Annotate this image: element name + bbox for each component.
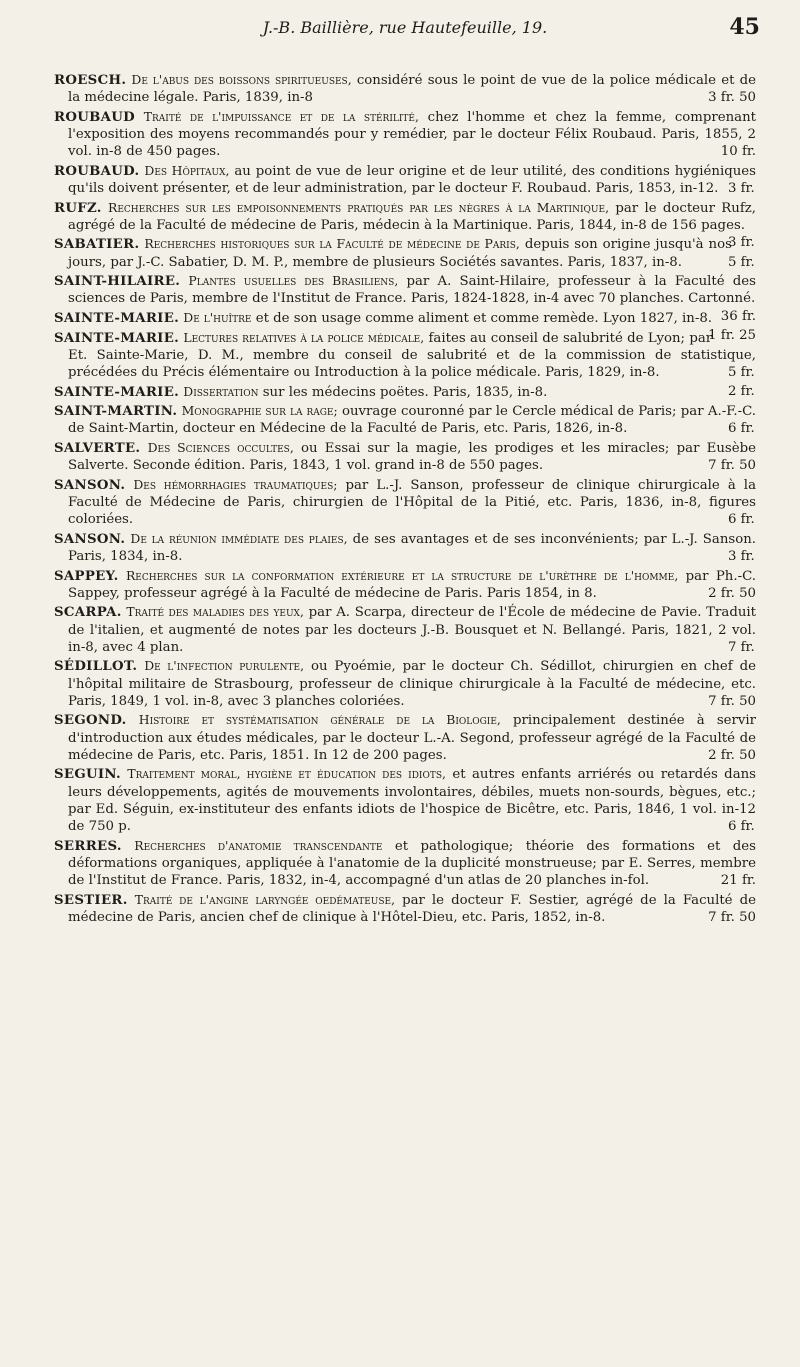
entry-author: SERRES. xyxy=(54,838,122,854)
entry-details: principalement destinée à servir d'introduction aux études médicales, par le docteur L.-A. Segond, professeur agrégé de la Faculté de médecine de Paris, etc. Paris, 1851. In 12 de 200 pages. xyxy=(68,713,757,763)
catalog-entries xyxy=(54,71,756,926)
entry-title: De l'abus des boissons spiritueuses, xyxy=(131,72,352,87)
catalog-entry xyxy=(54,891,756,926)
entry-title: Recherches sur la conformation extérieure et la structure de l'urèthre de l'homme, xyxy=(125,567,679,583)
entry-price: 3 fr. xyxy=(727,548,755,564)
entry-details: faites au conseil de salubrité de Lyon; par Et. Sainte-Marie, D. M., membre du conseil de salubrité et de la commission de statistique, précédées du Précis élémentaire ou Introduction à la police médicale. Paris, 1829, in-8. xyxy=(68,330,756,380)
entry-author: SAINTE-MARIE. xyxy=(54,310,180,326)
entry-details: ou Pyoémie, par le docteur Ch. Sédillot, chirurgien en chef de l'hôpital militaire de Strasbourg, professeur de clinique chirurgicale à la Faculté de médecine, etc. Paris, 1849, 1 vol. in-8, avec 3 planches coloriées. xyxy=(68,659,756,709)
running-header xyxy=(54,14,760,40)
entry-details: par le docteur F. Sestier, agrégé de la Faculté de médecine de Paris, ancien chef de clinique à l'Hôtel-Dieu, etc. Paris, 1852, in-8. xyxy=(68,892,756,925)
entry-author: ROUBAUD xyxy=(54,109,136,125)
entry-title: Des Sciences occultes, xyxy=(147,439,294,455)
entry-author: SAINT-HILAIRE. xyxy=(54,274,181,290)
catalog-entry xyxy=(54,235,756,270)
entry-details: par le docteur Rufz, agrégé de la Faculté de médecine de Paris, médecin à la Martinique. Paris, 1844, in-8 de 156 pages. xyxy=(68,200,756,233)
entry-author: SÉDILLOT. xyxy=(54,659,138,675)
page-number: 45 xyxy=(729,14,760,40)
entry-price: 36 fr. xyxy=(720,308,756,324)
entry-price: 6 fr. xyxy=(727,818,755,834)
entry-title: Recherches sur les empoisonnements pratiqués par les nègres à la Martinique, xyxy=(108,199,610,215)
entry-author: SALVERTE. xyxy=(54,440,141,456)
entry-price: 7 fr. 50 xyxy=(708,909,756,925)
entry-title: De l'huître xyxy=(183,309,252,325)
entry-title: Recherches d'anatomie transcendante xyxy=(134,837,383,853)
entry-title: Des hémorrhagies traumatiques; xyxy=(133,476,338,492)
catalog-entry xyxy=(54,108,756,161)
entry-price: 21 fr. xyxy=(720,872,756,888)
entry-details: par A. Saint-Hilaire, professeur à la Faculté des sciences de Paris, membre de l'Institut de France. Paris, 1824-1828, in-4 avec 70 planches. Cartonné. xyxy=(68,274,757,307)
entry-title: Traité de l'angine laryngée oedémateuse, xyxy=(134,891,396,907)
catalog-entry xyxy=(54,657,756,710)
entry-author: ROESCH. xyxy=(54,73,127,88)
entry-title: Histoire et systématisation générale de la Biologie, xyxy=(138,712,501,728)
entry-details: chez l'homme et chez la femme, comprenant l'exposition des moyens recommandés pour y remédier, par le docteur Félix Roubaud. Paris, 1855, 2 vol. in-8 de 450 pages. xyxy=(68,109,757,160)
entry-author: SEGUIN. xyxy=(54,767,121,783)
entry-price: 5 fr. xyxy=(727,364,755,380)
entry-details: considéré sous le point de vue de la police médicale et de la médecine légale. Paris, 1839, in-8 xyxy=(68,73,756,106)
entry-title: Dissertation xyxy=(183,383,259,399)
entry-title: Traité de l'impuissance et de la stérilité, xyxy=(143,108,419,124)
entry-price: 3 fr. xyxy=(727,181,755,196)
entry-price: 6 fr. xyxy=(727,421,755,437)
entry-price: 5 fr. xyxy=(727,254,755,270)
entry-author: SAINTE-MARIE. xyxy=(54,330,180,346)
entry-price: 7 fr. xyxy=(727,639,755,655)
entry-price: 2 fr. 50 xyxy=(708,747,756,763)
entry-title: Plantes usuelles des Brasiliens, xyxy=(188,273,399,289)
catalog-entry xyxy=(54,383,756,401)
catalog-entry xyxy=(54,603,756,656)
entry-author: SESTIER. xyxy=(54,892,128,908)
entry-details: au point de vue de leur origine et de leur utilité, des conditions hygiéniques qu'ils doivent présenter, et de leur administration, par le docteur F. Roubaud. Paris, 1853, in-12. xyxy=(68,163,756,196)
catalog-entry xyxy=(54,837,756,890)
entry-author: RUFZ. xyxy=(54,200,102,216)
catalog-entry xyxy=(54,476,756,529)
entry-author: SEGOND. xyxy=(54,713,127,729)
entry-author: SABATIER. xyxy=(54,237,140,253)
entry-details: par Ph.-C. Sappey, professeur agrégé à la Faculté de médecine de Paris. Paris 1854, in 8. xyxy=(68,568,756,601)
entry-author: SAPPEY. xyxy=(54,568,119,584)
entry-details: depuis son origine jusqu'à nos jours, par J.-C. Sabatier, D. M. P., membre de plusieurs Sociétés savantes. Paris, 1837, in-8. xyxy=(68,237,732,270)
entry-details: de ses avantages et de ses inconvénients; par L.-J. Sanson. Paris, 1834, in-8. xyxy=(68,531,757,564)
entry-author: SAINTE-MARIE. xyxy=(54,384,180,400)
entry-price: 3 fr. 50 xyxy=(708,90,756,106)
publisher-line: J.-B. Baillière, rue Hautefeuille, 19. xyxy=(262,18,548,37)
catalog-entry xyxy=(54,530,756,565)
entry-author: SAINT-MARTIN. xyxy=(54,404,178,420)
catalog-entry xyxy=(54,329,756,382)
entry-title: Recherches historiques sur la Faculté de médecine de Paris, xyxy=(144,236,520,252)
catalog-entry xyxy=(54,765,756,835)
entry-details: par A. Scarpa, directeur de l'École de médecine de Pavie. Traduit de l'italien, et augmenté de notes par les docteurs J.-B. Bousquet et N. Bellangé. Paris, 1821, 2 vol. in-8, avec 4 plan. xyxy=(68,605,757,655)
catalog-entry xyxy=(54,162,756,197)
entry-title: De la réunion immédiate des plaies, xyxy=(130,530,348,546)
entry-author: SANSON. xyxy=(54,531,126,547)
catalog-entry xyxy=(54,402,756,437)
entry-details: et de son usage comme aliment et comme remède. Lyon 1827, in-8. xyxy=(255,310,713,326)
entry-price: 2 fr. 50 xyxy=(708,585,756,601)
entry-price: 10 fr. xyxy=(720,144,756,160)
entry-price: 6 fr. xyxy=(727,512,755,528)
entry-title: De l'infection purulente, xyxy=(144,658,305,674)
entry-author: SCARPA. xyxy=(54,605,122,621)
entry-details: sur les médecins poëtes. Paris, 1835, in-8. xyxy=(262,384,548,400)
entry-title: Des Hôpitaux, xyxy=(144,162,230,178)
catalog-entry xyxy=(54,439,756,474)
entry-title: Traitement moral, hygiène et éducation des idiots, xyxy=(127,766,446,782)
catalog-entry xyxy=(54,71,756,106)
entry-title: Monographie sur la rage; xyxy=(181,403,338,419)
entry-details: par L.-J. Sanson, professeur de clinique chirurgicale à la Faculté de Médecine de Paris, chirurgien de l'Hôpital de la Pitié, etc. Paris, 1836, in-8, figures coloriées. xyxy=(68,477,756,528)
entry-price: 7 fr. 50 xyxy=(708,458,756,474)
entry-author: ROUBAUD. xyxy=(54,163,140,179)
entry-price: 7 fr. 50 xyxy=(708,693,756,709)
entry-details: ou Essai sur la magie, les prodiges et les miracles; par Eusèbe Salverte. Seconde édition. Paris, 1843, 1 vol. grand in-8 de 550 pages. xyxy=(68,440,756,474)
entry-details: et pathologique; théorie des formations et des déformations organiques, appliquée à l'anatomie de la duplicité monstrueuse; par E. Serres, membre de l'Institut de France. Paris, 1832, in-4, accompagné d'un atlas de 20 planches in-fol. xyxy=(68,838,756,888)
entry-author: SANSON. xyxy=(54,477,126,493)
entry-details: et autres enfants arriérés ou retardés dans leurs développements, agités de mouvements involontaires, débiles, muets non-sourds, bègues, etc.; par Ed. Séguin, ex-instituteur des enfants idiots de l'hospice de Bicêtre, etc. Paris, 1846, 1 vol. in-12 de 750 p. xyxy=(68,767,757,834)
entry-price: 3 fr. xyxy=(727,235,755,250)
entry-title: Traité des maladies des yeux, xyxy=(126,604,304,620)
entry-title: Lectures relatives à la police médicale, xyxy=(183,329,425,345)
entry-price: 1 fr. 25 xyxy=(708,328,756,344)
entry-details: ouvrage couronné par le Cercle médical de Paris; par A.-F.-C. de Saint-Martin, docteur en Médecine de la Faculté de Paris, etc. Paris, 1826, in-8. xyxy=(68,404,756,437)
catalog-entry xyxy=(54,567,756,602)
entry-price: 2 fr. xyxy=(727,383,755,399)
catalog-entry xyxy=(54,711,756,764)
